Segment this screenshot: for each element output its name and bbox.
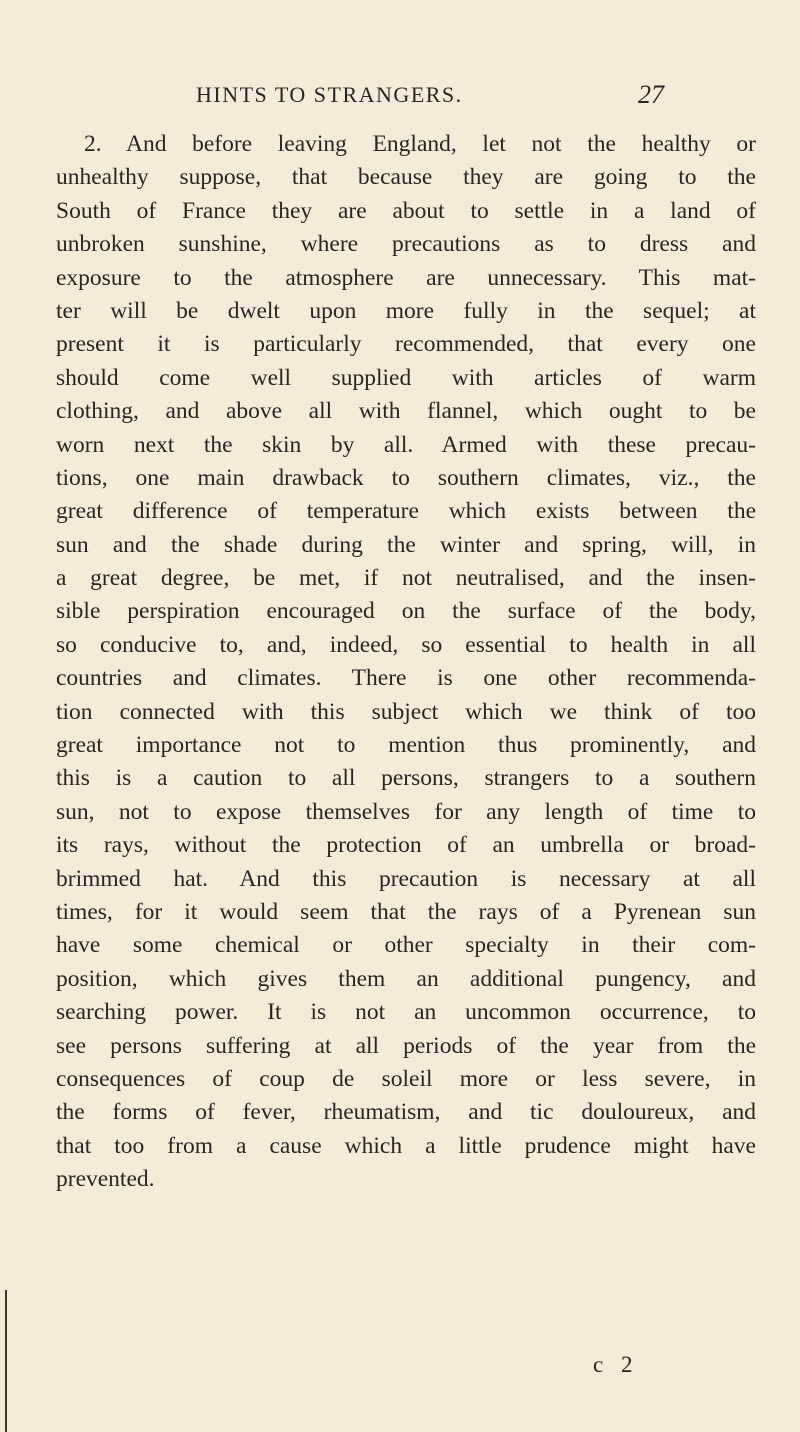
text-line: countries and climates. There is one other recommenda- bbox=[56, 665, 756, 692]
page-number: 27 bbox=[638, 80, 664, 109]
margin-rule bbox=[5, 1290, 7, 1432]
text-line: 2. And before leaving England, let not the healthy or bbox=[84, 131, 756, 157]
text-line: South of France they are about to settle in a land of bbox=[56, 197, 756, 224]
text-line: present it is particularly recommended, that every one bbox=[56, 331, 756, 358]
text-line: sible perspiration encouraged on the surface of the body, bbox=[56, 598, 756, 625]
text-line: see persons suffering at all periods of the year from the bbox=[56, 1032, 756, 1059]
text-line: its rays, without the protection of an umbrella or broad- bbox=[56, 832, 756, 859]
text-line: sun, not to expose themselves for any length of time to bbox=[56, 798, 756, 825]
text-line: times, for it would seem that the rays of a Pyrenean sun bbox=[56, 898, 756, 925]
text-line: tion connected with this subject which we think of too bbox=[56, 698, 756, 725]
text-line: this is a caution to all persons, strangers to a southern bbox=[56, 765, 756, 792]
text-line: position, which gives them an additional pungency, and bbox=[56, 965, 756, 992]
text-line: great difference of temperature which exists between the bbox=[56, 498, 756, 525]
signature-mark: c 2 bbox=[593, 1352, 639, 1377]
text-line: the forms of fever, rheumatism, and tic douloureux, and bbox=[56, 1099, 756, 1126]
text-line: consequences of coup de soleil more or less severe, in bbox=[56, 1065, 756, 1092]
text-line: worn next the skin by all. Armed with these precau- bbox=[56, 431, 756, 458]
body-paragraph bbox=[56, 128, 756, 1197]
text-line: should come well supplied with articles of warm bbox=[56, 364, 756, 391]
text-line: tions, one main drawback to southern climates, viz., the bbox=[56, 464, 756, 491]
text-line: a great degree, be met, if not neutralised, and the insen- bbox=[56, 565, 756, 592]
text-line: brimmed hat. And this precaution is necessary at all bbox=[56, 865, 756, 892]
text-line: unhealthy suppose, that because they are going to the bbox=[56, 164, 756, 191]
text-line: unbroken sunshine, where precautions as to dress and bbox=[56, 231, 756, 258]
text-line: that too from a cause which a little prudence might have bbox=[56, 1132, 756, 1159]
text-line: searching power. It is not an uncommon occurrence, to bbox=[56, 999, 756, 1026]
text-line: exposure to the atmosphere are unnecessary. This mat- bbox=[56, 264, 756, 291]
text-line: sun and the shade during the winter and spring, will, in bbox=[56, 531, 756, 558]
page-header bbox=[0, 78, 800, 112]
text-line: great importance not to mention thus prominently, and bbox=[56, 732, 756, 759]
text-line: so conducive to, and, indeed, so essential to health in all bbox=[56, 631, 756, 658]
text-line: ter will be dwelt upon more fully in the sequel; at bbox=[56, 297, 756, 324]
text-line: prevented. bbox=[56, 1166, 155, 1193]
text-line: have some chemical or other specialty in their com- bbox=[56, 932, 756, 959]
running-head: HINTS TO STRANGERS. bbox=[196, 82, 463, 107]
text-line: clothing, and above all with flannel, which ought to be bbox=[56, 398, 756, 425]
